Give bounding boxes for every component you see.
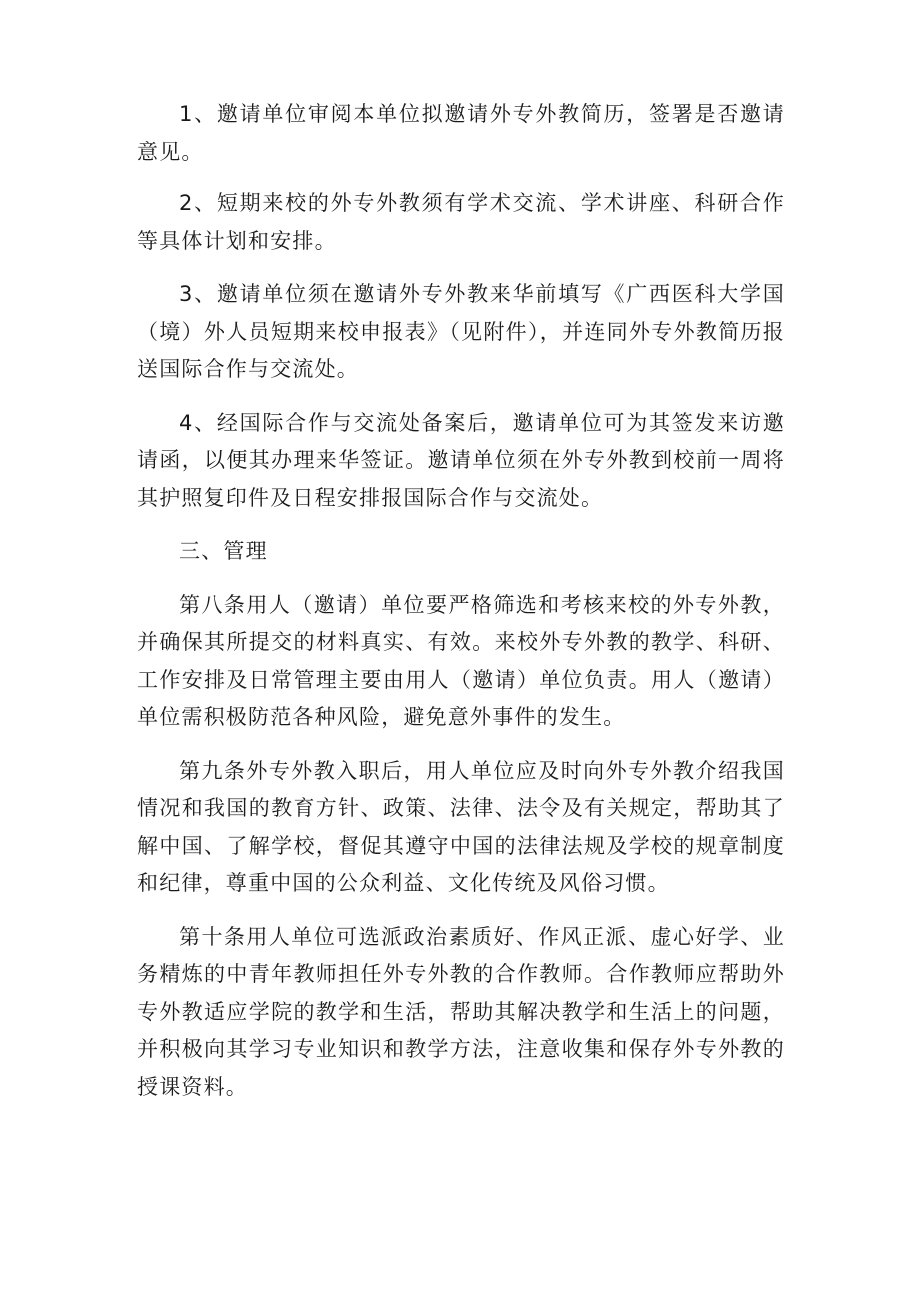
article-9: 第九条外专外教入职后，用人单位应及时向外专外教介绍我国情况和我国的教育方针、政策、法律、法令及有关规定，帮助其了解中国、了解学校，督促其遵守中国的法律法规及学校的规章制度和纪律，尊重中国的公众利益、文化传统及风俗习惯。 [137,758,785,895]
article-10: 第十条用人单位可选派政治素质好、作风正派、虚心好学、业务精炼的中青年教师担任外专外教的合作教师。合作教师应帮助外专外教适应学院的教学和生活，帮助其解决教学和生活上的问题，并积极向其学习专业知识和教学方法，注意收集和保存外专外教的授课资料。 [137,924,785,1099]
item-4-invitation-letter: 4、经国际合作与交流处备案后，邀请单位可为其签发来访邀请函，以便其办理来华签证。邀请单位须在外专外教到校前一周将其护照复印件及日程安排报国际合作与交流处。 [137,410,785,510]
item-2-short-term-plan: 2、短期来校的外专外教须有学术交流、学术讲座、科研合作等具体计划和安排。 [137,191,785,253]
document-body [137,96,785,1106]
item-1-review-resume: 1、邀请单位审阅本单位拟邀请外专外教简历，签署是否邀请意见。 [137,102,785,164]
article-8: 第八条用人（邀请）单位要严格筛选和考核来校的外专外教，并确保其所提交的材料真实、有效。来校外专外教的教学、科研、工作安排及日常管理主要由用人（邀请）单位负责。用人（邀请）单位需积极防范各种风险，避免意外事件的发生。 [137,592,785,729]
item-3-application-form: 3、邀请单位须在邀请外专外教来华前填写《广西医科大学国（境）外人员短期来校申报表》（见附件），并连同外专外教简历报送国际合作与交流处。 [137,282,785,381]
section-heading-management: 三、管理 [179,539,268,563]
